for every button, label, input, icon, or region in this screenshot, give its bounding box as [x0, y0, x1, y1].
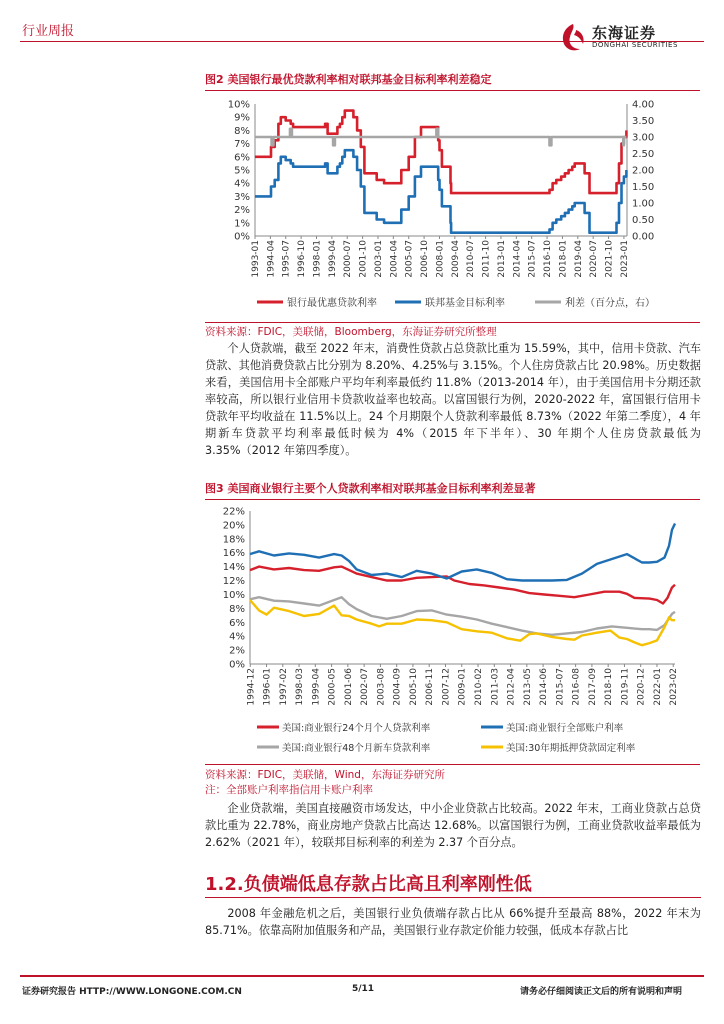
y-right-tick-label: 3.50: [632, 116, 655, 127]
y-tick-label: 4%: [229, 631, 245, 643]
x-tick-label: 1995-07: [281, 240, 292, 278]
y-left-tick-label: 8%: [234, 125, 250, 137]
x-tick-label: 2004-09: [392, 668, 403, 706]
x-tick-label: 2019-04: [573, 240, 584, 278]
logo-text-cn: 东海证券: [592, 24, 657, 42]
figure2-chart: [205, 94, 701, 320]
y-tick-label: 2%: [229, 645, 245, 657]
x-tick-label: 2009-01: [457, 668, 468, 706]
x-tick-label: 1998-03: [295, 668, 306, 706]
x-tick-label: 2023-01: [619, 240, 630, 278]
figure2-source: 资料来源：FDIC，美联储，Bloomberg，东海证券研究所整理: [205, 326, 497, 338]
x-tick-label: 1994-12: [246, 668, 257, 706]
x-tick-label: 2003-01: [373, 240, 384, 278]
y-left-tick-label: 6%: [234, 152, 250, 164]
figure3-chart: [205, 503, 701, 761]
x-tick-label: 1994-04: [266, 240, 277, 278]
x-tick-label: 2004-04: [389, 240, 400, 278]
x-tick-label: 2003-08: [376, 668, 387, 706]
x-tick-label: 2023-02: [669, 668, 680, 706]
section-heading: 1.2.负债端低息存款占比高且利率刚性低: [205, 874, 532, 895]
y-tick-label: 20%: [222, 520, 245, 532]
figure3-note: 注：全部账户利率指信用卡账户利率: [205, 784, 373, 796]
x-tick-label: 2019-11: [620, 668, 631, 706]
y-right-tick-label: 1.00: [632, 198, 655, 210]
y-right-tick-label: 2.00: [632, 165, 655, 177]
x-tick-label: 2022-01: [652, 668, 663, 706]
header-section-label: 行业周报: [22, 24, 75, 39]
y-right-tick-label: 3.00: [632, 132, 655, 144]
x-tick-label: 2011-03: [490, 668, 501, 706]
legend-label: 美国:30年期抵押贷款固定利率: [506, 743, 636, 754]
y-left-tick-label: 9%: [234, 112, 250, 124]
x-tick-label: 2021-10: [604, 240, 615, 278]
x-tick-label: 2014-06: [539, 668, 550, 706]
x-tick-label: 1997-02: [278, 668, 289, 706]
x-tick-label: 2001-10: [358, 240, 369, 278]
paragraph-personal-loans: 个人贷款端，截至 2022 年末，消费性贷款占总贷款比重为 15.59%，其中，信用卡贷款、汽车贷款、其他消费贷款占比分别为 8.20%、4.25%与 3.15%。个人住房贷款占比 20.98%。历史数据来看，美国信用卡全部账户平均年利率最低约 11.8%（2013-2014 年），由于美国信用卡分期还款率较高，所以银行业信用卡贷款收益率也较高。以富国银行为例，2020-2022 年，富国银行信用卡贷款年平均收益在 11.5%以上。24 个月期限个人贷款利率最低 8.73%（2022 年第二季度），4 年期新车贷款平均利率最低时候为 4%（2015 年下半年）、30 年期个人住房贷款最低为 3.35%（2012 年第四季度）。: [205, 342, 701, 457]
y-tick-label: 14%: [222, 562, 245, 574]
y-left-tick-label: 3%: [234, 191, 250, 203]
x-tick-label: 2005-10: [408, 668, 419, 706]
x-tick-label: 2006-10: [420, 240, 431, 278]
y-left-tick-label: 10%: [227, 99, 250, 111]
y-tick-label: 6%: [229, 617, 245, 629]
x-tick-label: 2008-01: [435, 240, 446, 278]
x-tick-label: 2014-04: [512, 240, 523, 278]
x-tick-label: 2012-04: [506, 668, 517, 706]
figure2-title: 图2 美国银行最优贷款利率相对联邦基金目标利率利差稳定: [205, 71, 700, 91]
footer-website: 证券研究报告 HTTP://WWW.LONGONE.COM.CN: [22, 987, 242, 997]
x-tick-label: 2005-07: [404, 240, 415, 278]
y-tick-label: 8%: [229, 603, 245, 615]
y-left-tick-label: 7%: [234, 139, 250, 151]
x-tick-label: 2018-10: [604, 668, 615, 706]
x-tick-label: 2002-07: [360, 668, 371, 706]
footer-divider: [20, 975, 704, 977]
y-right-tick-label: 0.50: [632, 215, 655, 226]
section-heading-divider: [205, 897, 701, 898]
logo-text-en: DONGHAI SECURITIES: [592, 41, 678, 49]
legend-label: 美国:商业银行24个月个人贷款利率: [282, 723, 431, 734]
figure2-source-divider: [205, 322, 700, 323]
x-tick-label: 2006-11: [425, 668, 436, 706]
paragraph-corporate-loans: 企业贷款端，美国直接融资市场发达，中小企业贷款占比较高。2022 年末，工商业贷款占总贷款比重为 22.78%，商业房地产贷款占比高达 12.68%。以富国银行为例，工商业贷款收益率最低为 2.62%（2021 年），较联邦目标利率的利差为 2.37 个百分点。: [205, 802, 701, 849]
y-tick-label: 12%: [222, 576, 245, 588]
y-tick-label: 22%: [222, 506, 245, 518]
x-tick-label: 2013-01: [496, 240, 507, 278]
x-tick-label: 2009-04: [450, 240, 461, 278]
figure3-source-divider: [205, 764, 700, 765]
y-tick-label: 0%: [229, 659, 245, 671]
x-tick-label: 1996-01: [262, 668, 273, 706]
y-right-tick-label: 0.00: [632, 231, 655, 243]
y-left-tick-label: 2%: [234, 205, 250, 217]
x-tick-label: 2017-09: [587, 668, 598, 706]
paragraph-deposits: 2008 年金融危机之后，美国银行业负债端存款占比从 66%提升至最高 88%，2022 年末为 85.71%。依靠高附加值服务和产品，美国银行业存款定价能力较强，低成本存款占比: [205, 907, 701, 937]
x-tick-label: 2020-12: [636, 668, 647, 706]
y-tick-label: 10%: [222, 589, 245, 601]
y-right-tick-label: 2.50: [632, 149, 655, 160]
footer-page-number: 5/11: [352, 984, 375, 994]
x-tick-label: 2000-05: [327, 668, 338, 706]
x-tick-label: 2020-07: [589, 240, 600, 278]
logo-mark-icon: [558, 22, 588, 54]
x-tick-label: 2016-08: [571, 668, 582, 706]
legend-label: 联邦基金目标利率: [425, 298, 505, 309]
x-tick-label: 2010-02: [474, 668, 485, 706]
legend-label: 银行最优惠贷款利率: [287, 298, 377, 309]
figure3-title: 图3 美国商业银行主要个人贷款利率相对联邦基金目标利率利差显著: [205, 480, 700, 500]
x-tick-label: 2015-07: [527, 240, 538, 278]
x-tick-label: 2001-06: [343, 668, 354, 706]
y-left-tick-label: 1%: [234, 218, 250, 230]
x-tick-label: 2007-12: [441, 668, 452, 706]
x-tick-label: 1999-04: [327, 240, 338, 278]
x-tick-label: 2011-10: [481, 240, 492, 278]
x-tick-label: 2000-07: [343, 240, 354, 278]
x-tick-label: 1998-01: [312, 240, 323, 278]
y-tick-label: 18%: [222, 534, 245, 546]
x-tick-label: 1996-10: [297, 240, 308, 278]
x-tick-label: 2018-01: [558, 240, 569, 278]
company-logo: [558, 22, 708, 56]
y-left-tick-label: 5%: [234, 165, 250, 177]
y-right-tick-label: 4.00: [632, 99, 655, 111]
y-tick-label: 16%: [222, 548, 245, 560]
x-tick-label: 1993-01: [251, 240, 261, 278]
footer-disclaimer: 请务必仔细阅读正文后的所有说明和声明: [520, 987, 683, 997]
x-tick-label: 2016-10: [543, 240, 554, 278]
y-left-tick-label: 4%: [234, 178, 250, 190]
x-tick-label: 2015-07: [555, 668, 566, 706]
legend-label: 利差（百分点，右）: [565, 298, 655, 309]
y-left-tick-label: 0%: [234, 231, 250, 243]
legend-label: 美国:商业银行全部账户利率: [506, 723, 624, 734]
x-tick-label: 1999-04: [311, 668, 322, 706]
y-right-tick-label: 1.50: [632, 182, 655, 193]
series-line-2: [250, 524, 675, 581]
figure3-source: 资料来源：FDIC，美联储，Wind，东海证券研究所: [205, 769, 445, 781]
x-tick-label: 2010-07: [466, 240, 477, 278]
series-line-4: [250, 600, 675, 645]
x-tick-label: 2013-05: [522, 668, 533, 706]
legend-label: 美国:商业银行48个月新车贷款利率: [282, 743, 431, 754]
